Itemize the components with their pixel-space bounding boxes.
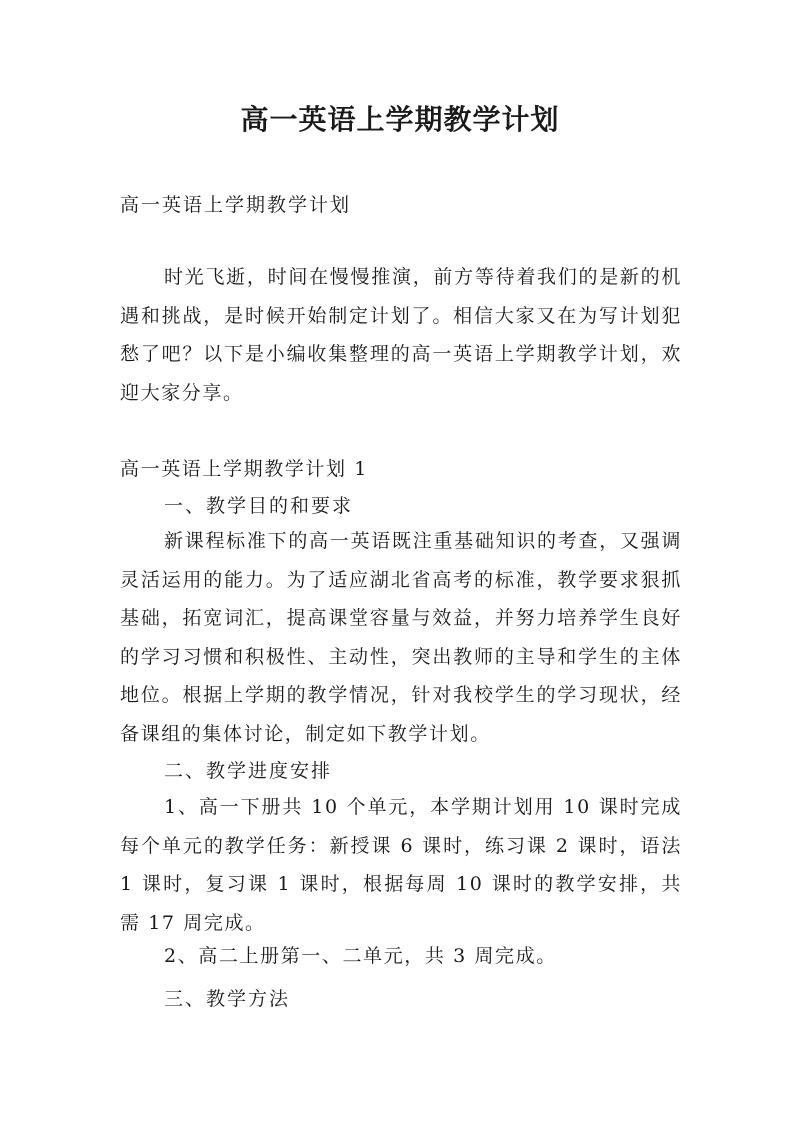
intro-paragraph: 时光飞逝，时间在慢慢推演，前方等待着我们的是新的机遇和挑战，是时候开始制定计划了。相信大家又在为写计划犯愁了吧？以下是小编收集整理的高一英语上学期教学计划，欢迎大家分享。 [120,266,682,404]
plan-title: 高一英语上学期教学计划 1 [120,458,368,480]
section-2-heading: 二、教学进度安排 [164,760,333,782]
section-1-paragraph: 新课程标准下的高一英语既注重基础知识的考查，又强调灵活运用的能力。为了适应湖北省高考的标准，教学要求狠抓基础，拓宽词汇，提高课堂容量与效益，并努力培养学生良好的学习习惯和积极性、主动性，突出教师的主导和学生的主体地位。根据上学期的教学情况，针对我校学生的学习现状，经备课组的集体讨论，制定如下教学计划。 [120,530,682,745]
section-1-heading: 一、教学目的和要求 [164,495,354,517]
document-title: 高一英语上学期教学计划 [240,103,560,136]
section-3-heading: 三、教学方法 [164,988,291,1010]
document-subtitle: 高一英语上学期教学计划 [120,194,352,216]
section-2-item-1: 1、高一下册共 10 个单元，本学期计划用 10 课时完成每个单元的教学任务：新授课 6 课时，练习课 2 课时，语法 1 课时，复习课 1 课时，根据每周 10 课时的教学安排，共需 17 周完成。 [120,796,682,934]
section-2-item-2: 2、高二上册第一、二单元，共 3 周完成。 [164,945,557,967]
